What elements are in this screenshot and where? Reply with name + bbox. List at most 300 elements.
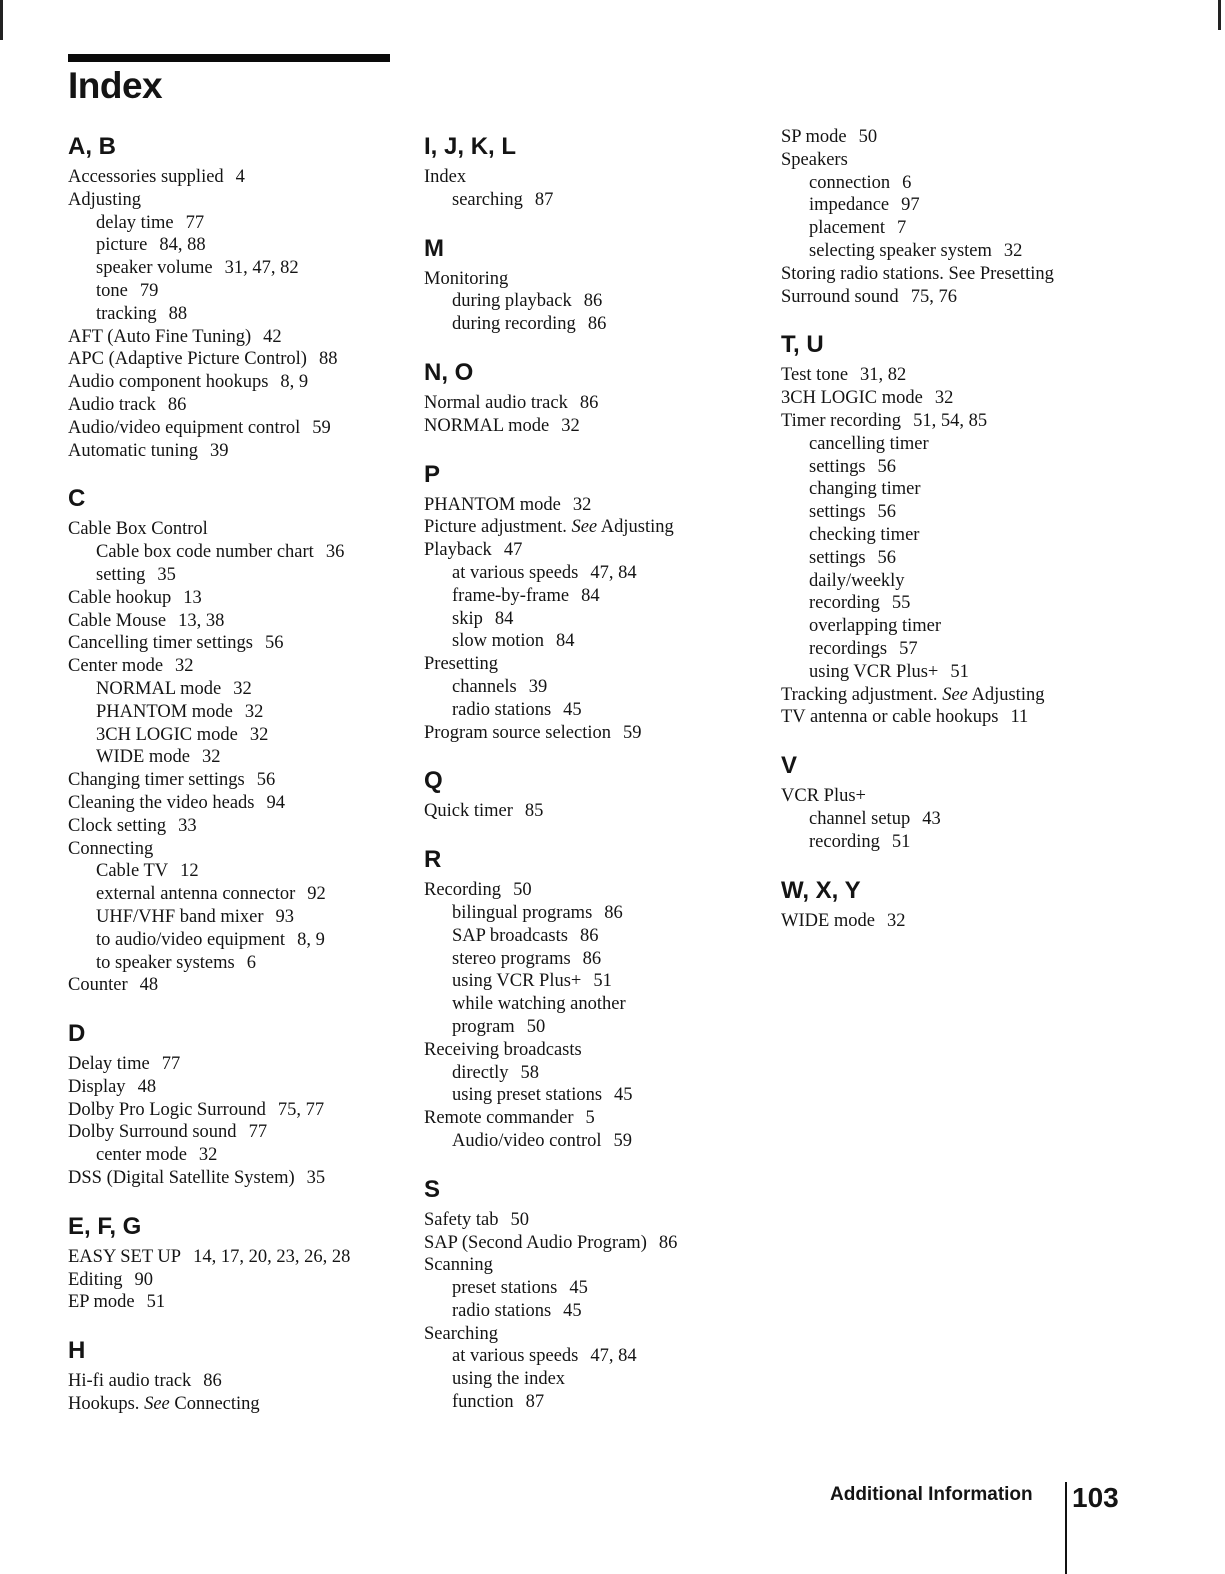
index-subentry <box>68 860 398 883</box>
index-entry <box>424 166 744 189</box>
index-subentry <box>424 1391 744 1414</box>
index-subentry <box>68 212 398 235</box>
index-entry <box>424 494 744 517</box>
entry-term: radio stations <box>452 699 552 720</box>
entry-term: TV antenna or cable hookups <box>781 707 999 728</box>
entry-term: radio stations <box>452 1300 552 1321</box>
index-subentry <box>781 592 1101 615</box>
entry-page-numbers: 6 <box>246 952 256 973</box>
index-entry <box>68 587 398 610</box>
entry-term: Recording <box>424 880 502 901</box>
index-subentry <box>424 290 744 313</box>
entry-term: DSS (Digital Satellite System) <box>68 1168 295 1189</box>
entry-page-numbers: 14, 17, 20, 23, 26, 28 <box>193 1246 351 1267</box>
entry-page-numbers: 86 <box>167 394 187 415</box>
entry-term: cancelling timer <box>809 433 929 454</box>
index-subentry <box>781 433 1101 456</box>
entry-page-numbers: 8, 9 <box>297 929 325 950</box>
entry-term: Normal audio track <box>424 392 568 413</box>
entry-term: PHANTOM mode <box>96 701 233 722</box>
entry-term: Cable hookup <box>68 587 172 608</box>
entry-term: impedance <box>809 195 890 216</box>
entry-term: Editing <box>68 1269 123 1290</box>
entry-page-numbers: 47 <box>503 540 523 561</box>
entry-term: EP mode <box>68 1292 135 1313</box>
index-entry <box>68 632 398 655</box>
entry-page-numbers: 32 <box>249 724 269 745</box>
index-subentry <box>781 524 1101 547</box>
entry-term: tracking <box>96 303 157 324</box>
index-subentry <box>424 699 744 722</box>
index-entry <box>68 655 398 678</box>
index-subentry <box>781 456 1101 479</box>
index-entry <box>68 1269 398 1292</box>
entry-page-numbers: 55 <box>891 593 911 614</box>
entry-term: Index <box>424 167 467 187</box>
index-subentry <box>781 478 1101 501</box>
index-section <box>68 1336 398 1416</box>
entry-term: Receiving broadcasts <box>424 1039 582 1060</box>
index-subentry <box>68 724 398 747</box>
entry-term: NORMAL mode <box>424 415 550 436</box>
entry-page-numbers: 35 <box>306 1168 326 1189</box>
entry-page-numbers: 48 <box>139 975 159 996</box>
entry-term: changing timer <box>809 479 921 500</box>
index-subentry <box>424 1300 744 1323</box>
section-heading: C <box>68 485 86 513</box>
see-reference-label: See <box>144 1394 170 1415</box>
index-subentry <box>68 541 398 564</box>
entry-term: at various speeds <box>452 562 579 583</box>
index-subentry <box>68 746 398 769</box>
index-entry <box>424 516 744 539</box>
entry-page-numbers: 77 <box>161 1054 181 1075</box>
entry-term: preset stations <box>452 1278 558 1299</box>
index-section <box>68 132 398 462</box>
entry-term: Display <box>68 1076 126 1097</box>
entry-term: Searching <box>424 1323 498 1344</box>
index-subentry <box>424 902 744 925</box>
index-subentry <box>781 661 1101 684</box>
entry-term: Tracking adjustment. <box>781 684 938 705</box>
index-entry <box>781 149 1101 172</box>
index-entry <box>68 417 398 440</box>
entry-term: overlapping timer <box>809 616 942 637</box>
entry-page-numbers: 13 <box>183 587 202 608</box>
entry-page-numbers: 32 <box>202 747 221 768</box>
index-entry <box>781 286 1101 309</box>
index-entry <box>68 348 398 371</box>
entry-page-numbers: 45 <box>569 1278 588 1299</box>
entry-term: using the index <box>452 1369 566 1390</box>
entry-page-numbers: 84 <box>556 631 575 652</box>
entry-page-numbers: 4 <box>235 167 245 187</box>
entry-page-numbers: 75, 76 <box>910 286 957 307</box>
entry-term: VCR Plus+ <box>781 786 866 807</box>
index-section <box>781 876 1101 933</box>
entry-page-numbers: 51 <box>891 831 911 852</box>
entry-term: Monitoring <box>424 268 509 289</box>
entry-page-numbers: 88 <box>168 303 188 324</box>
entry-term: recording <box>809 593 880 614</box>
index-subentry <box>424 1130 744 1153</box>
entry-term: Quick timer <box>424 801 513 822</box>
entry-term: Cable box code number chart <box>96 542 314 563</box>
entry-term: directly <box>452 1062 509 1083</box>
scan-edge-mark <box>0 0 3 40</box>
entry-page-numbers: 88 <box>318 349 338 370</box>
entry-term: picture <box>96 235 148 256</box>
entry-page-numbers: 84 <box>581 585 600 606</box>
index-entry <box>68 518 398 541</box>
entry-page-numbers: 5 <box>585 1108 595 1129</box>
entry-term: stereo programs <box>452 948 571 969</box>
entry-term: Audio/video equipment control <box>68 417 301 438</box>
index-subentry <box>424 1084 744 1107</box>
section-heading: V <box>781 752 798 780</box>
entry-page-numbers: 59 <box>312 417 331 438</box>
entry-term: Surround sound <box>781 286 899 307</box>
entry-term: PHANTOM mode <box>424 494 561 515</box>
entry-page-numbers: 56 <box>877 456 897 477</box>
entry-term: settings <box>809 547 866 568</box>
entry-term: delay time <box>96 212 174 233</box>
entry-term: searching <box>452 189 523 210</box>
entry-term: Speakers <box>781 149 848 170</box>
entry-term: to speaker systems <box>96 952 235 973</box>
entry-term: channels <box>452 676 517 697</box>
entry-page-numbers: 32 <box>572 494 592 515</box>
entry-term: connection <box>809 172 891 193</box>
index-subentry <box>68 929 398 952</box>
index-entry <box>68 440 398 463</box>
index-section <box>424 766 744 823</box>
entry-term: recording <box>809 831 880 852</box>
index-entry <box>68 1053 398 1076</box>
entry-page-numbers: 56 <box>877 502 897 523</box>
entry-page-numbers: 12 <box>180 861 199 882</box>
index-entry <box>68 326 398 349</box>
entry-page-numbers: 97 <box>901 195 920 216</box>
entry-page-numbers: 45 <box>614 1085 633 1106</box>
entry-page-numbers: 32 <box>561 415 580 436</box>
index-entry <box>424 653 744 676</box>
index-subentry <box>424 1345 744 1368</box>
entry-term: 3CH LOGIC mode <box>781 388 923 409</box>
entry-term: Adjusting <box>68 189 141 210</box>
section-heading: W, X, Y <box>781 876 861 904</box>
entry-page-numbers: 79 <box>139 280 159 301</box>
index-entry <box>424 392 744 415</box>
entry-page-numbers: 86 <box>579 392 599 413</box>
entry-term: while watching another <box>452 994 626 1015</box>
entry-page-numbers: 32 <box>887 910 906 931</box>
entry-page-numbers: 39 <box>528 676 548 697</box>
entry-term: Audio track <box>68 394 156 415</box>
index-subentry <box>781 808 1101 831</box>
entry-term: settings <box>809 502 866 523</box>
section-heading: N, O <box>424 358 474 386</box>
entry-page-numbers: 13, 38 <box>178 610 225 631</box>
entry-term: Test tone <box>781 365 849 386</box>
index-subentry <box>424 993 744 1016</box>
entry-page-numbers: 86 <box>203 1371 222 1392</box>
entry-page-numbers: 32 <box>934 388 954 409</box>
entry-term: using VCR Plus+ <box>809 661 939 682</box>
entry-term: center mode <box>96 1145 187 1166</box>
entry-page-numbers: 43 <box>922 808 941 829</box>
entry-page-numbers: 39 <box>210 440 229 461</box>
entry-page-numbers: 51 <box>950 661 969 682</box>
page-number: 103 <box>1072 1482 1119 1513</box>
entry-page-numbers: 84 <box>494 608 514 629</box>
entry-term: using VCR Plus+ <box>452 971 582 992</box>
entry-term: Cable TV <box>96 861 169 882</box>
index-subentry <box>68 883 398 906</box>
section-heading: P <box>424 460 441 488</box>
entry-page-numbers: 45 <box>563 1300 582 1321</box>
entry-page-numbers: 85 <box>524 801 544 822</box>
entry-page-numbers: 7 <box>897 218 907 239</box>
entry-term: Connecting <box>68 838 154 859</box>
index-entry <box>424 800 744 823</box>
entry-page-numbers: 94 <box>266 792 285 813</box>
entry-term: Picture adjustment. <box>424 517 567 538</box>
index-entry <box>781 410 1101 433</box>
index-subentry <box>68 701 398 724</box>
entry-term: checking timer <box>809 524 920 545</box>
index-section <box>68 1019 398 1190</box>
entry-term: function <box>452 1392 514 1413</box>
entry-page-numbers: 59 <box>623 722 642 743</box>
entry-term: during playback <box>452 291 572 312</box>
entry-page-numbers: 57 <box>899 638 918 659</box>
index-section <box>424 460 744 745</box>
entry-page-numbers: 8, 9 <box>280 372 309 393</box>
entry-term: using preset stations <box>452 1085 603 1106</box>
index-entry <box>781 706 1101 729</box>
index-entry <box>68 1167 398 1190</box>
entry-page-numbers: 77 <box>185 212 205 233</box>
entry-term: NORMAL mode <box>96 678 222 699</box>
index-subentry <box>68 906 398 929</box>
entry-term: 3CH LOGIC mode <box>96 724 238 745</box>
entry-term: Timer recording <box>781 410 902 431</box>
index-entry <box>424 539 744 562</box>
index-section <box>424 132 744 212</box>
entry-page-numbers: 32 <box>175 656 194 677</box>
entry-term: WIDE mode <box>781 910 876 931</box>
index-section <box>781 751 1101 853</box>
entry-term: daily/weekly <box>809 570 905 591</box>
section-heading: R <box>424 846 442 874</box>
entry-term: SP mode <box>781 127 847 147</box>
entry-page-numbers: 77 <box>248 1122 268 1143</box>
entry-page-numbers: 50 <box>858 127 878 147</box>
index-entry <box>781 126 1101 149</box>
entry-term: Clock setting <box>68 815 167 836</box>
section-heading: D <box>68 1020 86 1048</box>
entry-page-numbers: 47, 84 <box>590 1346 637 1367</box>
index-entry <box>781 263 1101 286</box>
index-entry <box>68 1393 398 1416</box>
index-entry <box>781 785 1101 808</box>
index-subentry <box>68 257 398 280</box>
index-subentry <box>781 547 1101 570</box>
index-subentry <box>68 280 398 303</box>
entry-term: Program source selection <box>424 722 611 743</box>
index-subentry <box>424 1016 744 1039</box>
index-entry <box>68 792 398 815</box>
index-subentry <box>424 313 744 336</box>
index-subentry <box>781 194 1101 217</box>
entry-term: channel setup <box>809 808 911 829</box>
scan-edge-mark <box>1218 0 1221 30</box>
index-subentry <box>68 303 398 326</box>
section-heading: A, B <box>68 133 116 160</box>
title-rule <box>68 54 390 62</box>
entry-page-numbers: 75, 77 <box>277 1099 325 1120</box>
index-subentry <box>781 501 1101 524</box>
entry-term: Dolby Surround sound <box>68 1122 237 1143</box>
entry-page-numbers: 58 <box>520 1062 540 1083</box>
index-entry <box>424 879 744 902</box>
entry-page-numbers: 87 <box>534 189 554 210</box>
entry-page-numbers: 84, 88 <box>159 235 206 256</box>
index-subentry <box>424 189 744 212</box>
entry-page-numbers: 51 <box>146 1292 166 1313</box>
footer-section-label: Additional Information <box>830 1484 1033 1505</box>
entry-term: Hi-fi audio track <box>68 1371 192 1392</box>
index-section <box>68 1212 398 1314</box>
index-entry <box>68 1291 398 1314</box>
index-subentry <box>781 831 1101 854</box>
entry-page-numbers: 35 <box>157 564 176 585</box>
index-subentry <box>424 1368 744 1391</box>
entry-page-numbers: 11 <box>1010 707 1029 728</box>
index-subentry <box>781 570 1101 593</box>
entry-page-numbers: 32 <box>233 678 252 699</box>
index-subentry <box>68 1144 398 1167</box>
page-title: Index <box>68 65 163 106</box>
entry-term: setting <box>96 564 146 585</box>
entry-term: settings <box>809 456 866 477</box>
entry-term: Center mode <box>68 656 164 677</box>
entry-term: SAP broadcasts <box>452 925 568 946</box>
index-entry <box>424 1107 744 1130</box>
entry-term: at various speeds <box>452 1346 579 1367</box>
index-subentry <box>424 585 744 608</box>
entry-page-numbers: 90 <box>134 1269 153 1290</box>
index-entry <box>68 166 398 189</box>
index-subentry <box>424 1277 744 1300</box>
entry-page-numbers: 36 <box>325 542 345 563</box>
entry-page-numbers: 50 <box>513 880 532 901</box>
index-entry <box>68 1370 398 1393</box>
entry-term: Storing radio stations. See Presetting <box>781 263 1054 284</box>
index-entry <box>68 394 398 417</box>
index-entry <box>68 189 398 212</box>
index-entry <box>424 722 744 745</box>
index-entry <box>781 364 1101 387</box>
entry-term: Changing timer settings <box>68 770 245 791</box>
entry-page-numbers: 33 <box>178 815 197 836</box>
index-subentry <box>68 234 398 257</box>
section-heading: H <box>68 1337 86 1365</box>
entry-term: Cancelling timer settings <box>68 633 253 654</box>
entry-page-numbers: 59 <box>613 1130 633 1151</box>
index-subentry <box>68 952 398 975</box>
section-heading: I, J, K, L <box>424 133 517 160</box>
index-section <box>424 234 744 336</box>
index-entry <box>424 1323 744 1346</box>
entry-term: Automatic tuning <box>68 440 198 461</box>
index-entry <box>68 815 398 838</box>
see-reference-label: See <box>571 517 598 538</box>
entry-term: UHF/VHF band mixer <box>96 906 264 927</box>
index-section <box>424 358 744 438</box>
index-entry <box>424 268 744 291</box>
index-subentry <box>424 562 744 585</box>
index-subentry <box>68 678 398 701</box>
entry-term: frame-by-frame <box>452 585 570 606</box>
index-entry <box>781 684 1101 707</box>
entry-page-numbers: 92 <box>307 884 326 905</box>
entry-term: tone <box>96 280 128 301</box>
index-section <box>68 484 398 997</box>
entry-term: Dolby Pro Logic Surround <box>68 1099 266 1120</box>
index-entry <box>68 371 398 394</box>
entry-term: slow motion <box>452 631 544 652</box>
entry-term: Playback <box>424 540 492 561</box>
index-column-1 <box>68 132 398 1438</box>
index-entry <box>68 1121 398 1144</box>
entry-page-numbers: 42 <box>263 326 282 347</box>
see-reference-label: See <box>942 684 968 705</box>
entry-term: placement <box>809 218 886 239</box>
index-entry <box>424 1232 744 1255</box>
entry-term: Safety tab <box>424 1209 499 1230</box>
entry-term: WIDE mode <box>96 747 191 768</box>
index-column-2 <box>424 132 744 1436</box>
entry-term: EASY SET UP <box>68 1246 182 1267</box>
entry-page-numbers: 50 <box>510 1209 529 1230</box>
entry-page-numbers: 32 <box>244 701 264 722</box>
section-heading: Q <box>424 767 443 795</box>
index-subentry <box>781 217 1101 240</box>
index-subentry <box>424 970 744 993</box>
index-entry <box>68 838 398 861</box>
index-entry <box>781 387 1101 410</box>
entry-page-numbers: 51, 54, 85 <box>913 410 988 431</box>
entry-page-numbers: 31, 82 <box>860 365 907 386</box>
section-heading: S <box>424 1175 441 1203</box>
entry-page-numbers: 51 <box>593 971 612 992</box>
index-entry <box>68 974 398 997</box>
entry-page-numbers: 86 <box>583 291 603 312</box>
entry-term: Remote commander <box>424 1108 574 1129</box>
index-subentry <box>424 925 744 948</box>
entry-page-numbers: 93 <box>275 906 295 927</box>
see-reference-target: Adjusting <box>600 517 674 538</box>
entry-term: SAP (Second Audio Program) <box>424 1232 647 1253</box>
entry-term: Cleaning the video heads <box>68 792 255 813</box>
entry-page-numbers: 50 <box>526 1016 546 1037</box>
entry-page-numbers: 86 <box>579 925 599 946</box>
index-subentry <box>781 615 1101 638</box>
entry-page-numbers: 32 <box>1003 240 1023 261</box>
entry-term: speaker volume <box>96 258 213 279</box>
